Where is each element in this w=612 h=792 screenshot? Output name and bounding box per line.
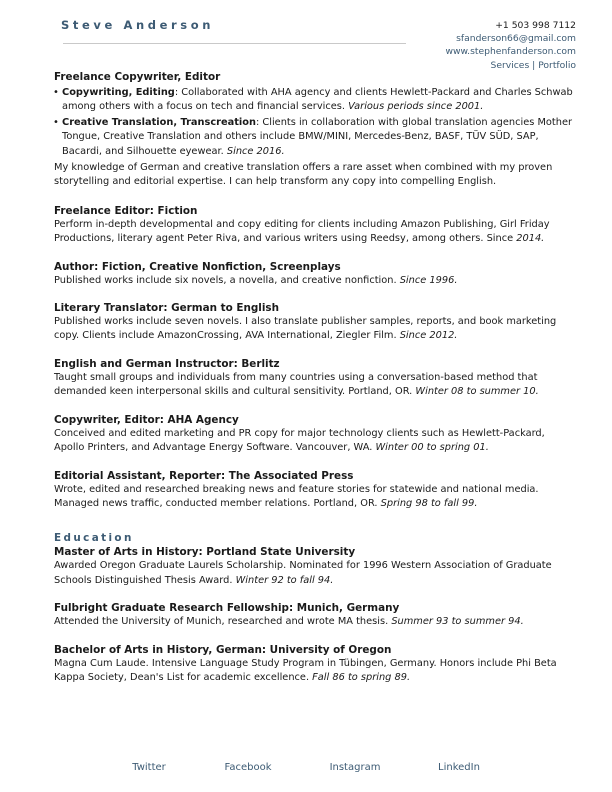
job-text: Taught small groups and individuals from many countries using a conversation-based method that demanded keen interpersonal skills and cultural sensitivity. Portland, OR. [54,371,538,398]
education-text: Attended the University of Munich, researched and wrote MA thesis. [54,616,392,628]
bullet-icon: • [53,116,59,128]
job-period: 2014. [516,233,545,245]
job-description [54,371,576,400]
education-description [54,657,576,686]
twitter-link[interactable]: Twitter [132,762,166,773]
contact-separator: | [532,59,536,71]
job-description [54,218,576,247]
education-description [54,559,576,588]
job-text: Conceived and edited marketing and PR copy for major technology clients such as Hewlett-Packard, Apollo Printers, and Advantage Energy Software. Vancouver, WA. [54,427,545,454]
job-associated-press [54,469,576,512]
job-author [54,260,576,288]
resume-content [54,70,576,685]
education-text: Awarded Oregon Graduate Laurels Scholarship. Nominated for 1996 Western Association of Graduate Schools Distinguished Thesis Award. [54,560,552,586]
education-description [54,615,576,629]
website-link[interactable]: www.stephenfanderson.com [445,46,576,58]
job-summary: My knowledge of German and creative translation offers a rare asset when combined with my proven storytelling and editorial expertise. I can help transform any copy into compelling English. [54,162,553,188]
contact-block [445,19,576,72]
job-title: Literary Translator: German to English [54,302,280,315]
education-bachelors [54,643,576,686]
education-period: Winter 92 to fall 94. [235,574,334,586]
job-aha-agency [54,413,576,456]
phone-number: +1 503 998 7112 [495,20,576,31]
education-masters [54,545,576,588]
job-title: English and German Instructor: Berlitz [54,357,280,370]
job-text: Published works include six novels, a novella, and creative nonfiction. [54,274,400,286]
job-freelance-editor [54,204,576,247]
job-bullets [54,86,576,159]
job-berlitz-instructor [54,357,576,400]
bullet-lead: Copywriting, Editing [62,87,175,98]
job-text: Published works include seven novels. I also translate publisher samples, reports, and book marketing copy. Clients include AmazonCrossing, AVA International, Ziegler Film. [54,316,557,342]
facebook-link[interactable]: Facebook [224,762,272,773]
services-link[interactable]: Services [490,59,530,71]
job-title: Copywriter, Editor: AHA Agency [54,413,239,426]
job-period: Spring 98 to fall 99. [380,497,478,509]
education-text: Magna Cum Laude. Intensive Language Study Program in Tübingen, Germany. Honors include Phi Beta Kappa Society, Dean's List for academic excellence. [54,657,557,683]
job-title: Freelance Copywriter, Editor [54,71,221,83]
job-period: Winter 08 to summer 10. [415,386,539,398]
education-heading: Education [54,532,134,545]
job-description [54,483,576,512]
job-freelance-copywriter [54,70,576,190]
job-literary-translator [54,301,576,344]
bullet-text: : Clients in collaboration with global translation agencies Mother Tongue, Creative Translation and others include BMW/MINI, Mercedes-Benz, BASF, TÜV SÜD, SAP, Bacardi, and Silhouette eyewear. [62,116,573,157]
bullet-period: Various periods since 2001. [348,101,484,113]
education-title: Bachelor of Arts in History, German: University of Oregon [54,643,392,656]
education-title: Master of Arts in History: Portland State University [54,546,356,559]
education-title: Fulbright Graduate Research Fellowship: Munich, Germany [54,602,400,615]
job-description [54,427,576,456]
bullet-lead: Creative Translation, Transcreation [62,116,256,128]
job-text: Wrote, edited and researched breaking news and feature stories for statewide and national media. Managed news traffic, conducted member relations. Portland, OR. [54,483,539,509]
job-description [54,315,576,344]
instagram-link[interactable]: Instagram [329,762,381,773]
email-link[interactable]: sfanderson66@gmail.com [456,33,576,45]
job-title: Editorial Assistant, Reporter: The Associated Press [54,469,354,482]
list-item [54,86,576,115]
portfolio-link[interactable]: Portfolio [538,59,576,71]
job-title: Freelance Editor: Fiction [54,204,198,217]
job-text: Perform in-depth developmental and copy editing for clients including Amazon Publishing, Girl Friday Productions, literary agent Peter Riva, and various writers using Reedsy, among others. Since [54,218,550,245]
education-period: Fall 86 to spring 89. [312,671,411,683]
job-description [54,274,576,288]
bullet-period: Since 2016. [226,145,285,157]
job-period: Since 2012. [399,330,458,342]
resume-name: Steve Anderson [61,18,215,32]
job-title: Author: Fiction, Creative Nonfiction, Screenplays [54,260,341,273]
education-period: Summer 93 to summer 94. [391,616,524,628]
list-item [54,116,576,159]
bullet-icon: • [53,87,59,98]
header-divider [63,43,406,44]
job-period: Winter 00 to spring 01. [375,442,489,454]
linkedin-link[interactable]: LinkedIn [438,762,480,773]
education-fulbright [54,601,576,629]
bullet-text: : Collaborated with AHA agency and clients Hewlett-Packard and Charles Schwab among others with a focus on tech and financial services. [62,87,573,113]
job-period: Since 1996. [399,274,458,286]
